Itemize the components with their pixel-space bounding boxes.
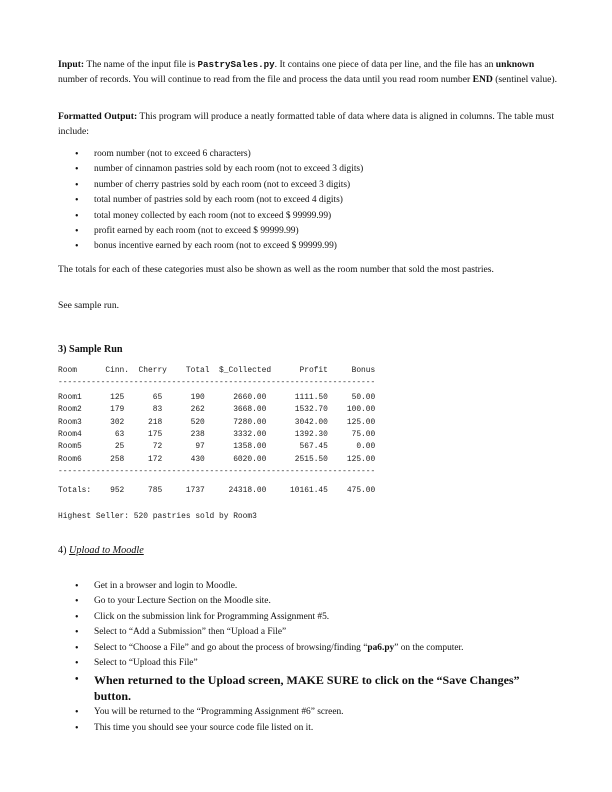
input-text-1: The name of the input file is (84, 59, 198, 70)
bullet-icon: • (75, 627, 79, 639)
output-text: This program will produce a neatly formatted table of data where data is aligned in columns. The table must include: (58, 111, 554, 138)
sample-run-totals: Totals: 952 785 1737 24318.00 10161.45 475.00 (58, 486, 376, 495)
bullet-icon: • (75, 611, 79, 623)
bullet-icon: • (75, 179, 79, 191)
table-row: Room4 63 175 238 3332.00 1392.30 75.00 (58, 430, 376, 439)
table-row: Room6 258 172 430 6020.00 2515.50 125.00 (58, 455, 376, 464)
input-text-3: number of records. You will continue to read from the file and process the data until you read room number (58, 74, 473, 86)
bullet-icon: • (75, 674, 79, 686)
list-item: • Click on the submission link for Programming Assignment #5. (58, 610, 554, 625)
bullet-icon: • (75, 707, 79, 719)
list-item-save-changes: • When returned to the Upload screen, MAKE SURE to click on the “Save Changes” button. (75, 673, 520, 704)
upload-heading-title: Upload to Moodle (69, 545, 144, 556)
table-row: Room2 179 83 262 3668.00 1532.70 100.00 (58, 405, 376, 414)
list-item: • Select to “Add a Submission” then “Upload a File” (58, 625, 554, 640)
sample-run-heading: 3) Sample Run (58, 344, 123, 355)
list-item: • This time you should see your source code file listed on it. (58, 721, 554, 736)
output-paragraph (58, 109, 558, 139)
input-text-4: (sentinel value). (492, 74, 558, 86)
totals-paragraph: The totals for each of these categories must also be shown as well as the room number that sold the most pastries. (58, 264, 494, 275)
sample-run-separator-top: ------------------------------------------------------------------- (58, 378, 376, 387)
list-item: • bonus incentive earned by each room (not to exceed $ 99999.99) (58, 239, 363, 254)
assignment-filename: pa6.py (367, 642, 395, 653)
input-text-2: . It contains one piece of data per line, and the file has an (274, 59, 496, 70)
upload-steps-list (58, 579, 554, 736)
bullet-icon: • (75, 225, 79, 237)
bullet-icon: • (75, 596, 79, 608)
list-item: • total money collected by each room (not to exceed $ 99999.99) (58, 209, 363, 224)
list-item: • number of cherry pastries sold by each room (not to exceed 3 digits) (58, 178, 363, 193)
output-label: Formatted Output: (58, 111, 138, 122)
bullet-icon: • (75, 210, 79, 222)
bullet-icon: • (75, 658, 79, 670)
bullet-icon: • (75, 581, 79, 592)
list-item: • room number (not to exceed 6 characters) (58, 147, 363, 162)
input-paragraph (58, 57, 558, 87)
bullet-icon: • (75, 195, 79, 207)
table-row: Room1 125 65 190 2660.00 1111.50 50.00 (58, 393, 376, 402)
bullet-icon: • (75, 164, 79, 176)
list-item: • profit earned by each room (not to exceed $ 99999.99) (58, 224, 363, 239)
bullet-icon: • (75, 241, 79, 253)
table-row: Room5 25 72 97 1358.00 567.45 0.00 (58, 442, 376, 451)
upload-heading-number: 4) (58, 545, 70, 556)
list-item: • Get in a browser and login to Moodle. (58, 579, 554, 594)
list-item: • number of cinnamon pastries sold by each room (not to exceed 3 digits) (58, 162, 363, 177)
input-label: Input: (58, 59, 85, 70)
see-sample-text: See sample run. (58, 300, 120, 311)
input-unknown: unknown (495, 59, 535, 70)
sample-run-separator-bottom: ------------------------------------------------------------------- (58, 467, 376, 476)
bullet-icon: • (75, 722, 79, 734)
bullet-icon: • (75, 642, 79, 654)
sample-run-header: Room Cinn. Cherry Total $_Collected Profit Bonus (58, 366, 376, 375)
list-item: • You will be returned to the “Programming Assignment #6” screen. (58, 705, 554, 720)
requirements-list (58, 147, 363, 255)
input-sentinel: END (472, 74, 493, 86)
input-filename: PastrySales.py (197, 59, 275, 70)
list-item: • Go to your Lecture Section on the Moodle site. (58, 594, 554, 609)
sample-run-highest-seller: Highest Seller: 520 pastries sold by Room3 (58, 512, 257, 521)
list-item: • total number of pastries sold by each room (not to exceed 4 digits) (58, 193, 363, 208)
table-row: Room3 302 218 520 7280.00 3042.00 125.00 (58, 418, 376, 427)
upload-heading (58, 545, 144, 556)
list-item: • Select to “Choose a File” and go about the process of browsing/finding “pa6.py” on the computer. (58, 641, 554, 656)
list-item: • Select to “Upload this File” (58, 656, 554, 671)
bullet-icon: • (75, 149, 79, 160)
